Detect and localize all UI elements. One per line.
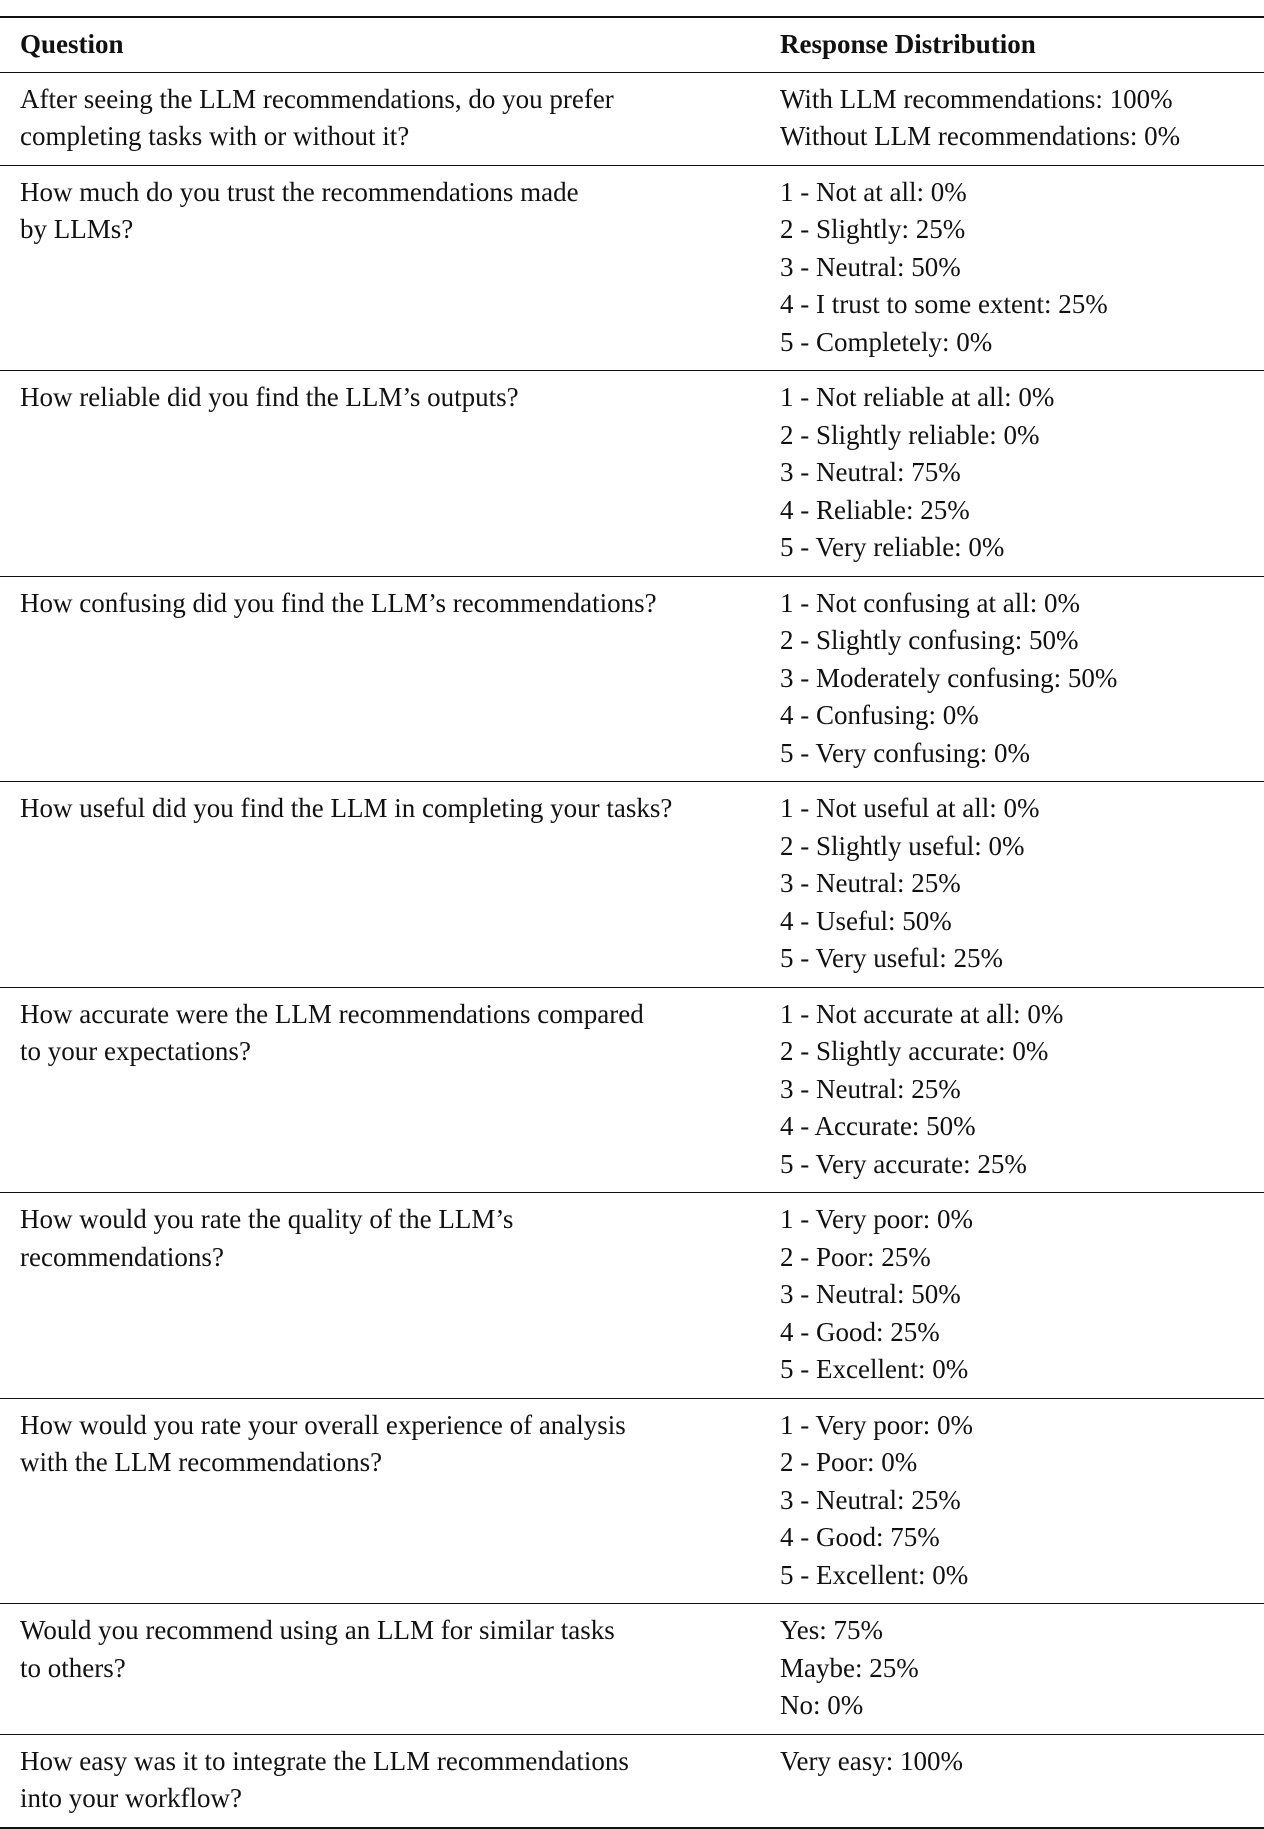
- question-text: How would you rate your overall experience of analysis: [20, 1409, 626, 1440]
- response-cell: [780, 371, 1264, 577]
- table-body: [0, 72, 1264, 1828]
- question-text: completing tasks with or without it?: [20, 121, 410, 151]
- response-cell: [780, 1398, 1264, 1604]
- table-row: [0, 782, 1264, 988]
- response-cell: [780, 576, 1264, 782]
- question-text: How confusing did you find the LLM’s recommendations?: [20, 587, 657, 618]
- response-item: 2 - Slightly confusing: 50%: [780, 625, 1079, 655]
- response-item: 1 - Very poor: 0%: [780, 1204, 973, 1234]
- question-text: by LLMs?: [20, 214, 134, 244]
- question-text: to your expectations?: [20, 1036, 251, 1066]
- response-item: 3 - Neutral: 25%: [780, 1484, 961, 1515]
- table-row: [0, 371, 1264, 577]
- table-row: [0, 576, 1264, 782]
- question-text: How useful did you find the LLM in completing your tasks?: [20, 793, 673, 823]
- question-text: Would you recommend using an LLM for similar tasks: [20, 1615, 615, 1645]
- header-response-distribution: Response Distribution: [780, 29, 1036, 59]
- response-item: Without LLM recommendations: 0%: [780, 121, 1181, 151]
- table-row: [0, 987, 1264, 1193]
- response-item: 1 - Not confusing at all: 0%: [780, 587, 1080, 618]
- response-item: 2 - Slightly accurate: 0%: [780, 1036, 1049, 1066]
- response-item: 4 - I trust to some extent: 25%: [780, 289, 1108, 319]
- table-header-row: [0, 17, 1264, 72]
- response-item: 5 - Very reliable: 0%: [780, 532, 1005, 562]
- response-cell: [780, 1604, 1264, 1735]
- response-item: 5 - Very confusing: 0%: [780, 737, 1030, 768]
- response-item: Yes: 75%: [780, 1615, 884, 1645]
- question-cell: [0, 72, 780, 165]
- response-item: 3 - Neutral: 50%: [780, 1279, 961, 1309]
- table-row: [0, 165, 1264, 371]
- table-row: [0, 1398, 1264, 1604]
- response-item: 2 - Slightly useful: 0%: [780, 830, 1025, 861]
- survey-results-table: [0, 16, 1264, 1829]
- response-item: 2 - Slightly reliable: 0%: [780, 419, 1040, 450]
- response-cell: [780, 72, 1264, 165]
- question-cell: [0, 987, 780, 1193]
- question-text: How would you rate the quality of the LLM’s: [20, 1204, 514, 1234]
- response-cell: [780, 987, 1264, 1193]
- question-text: How accurate were the LLM recommendations compared: [20, 998, 644, 1029]
- response-cell: [780, 1734, 1264, 1828]
- question-text: How easy was it to integrate the LLM recommendations: [20, 1745, 629, 1776]
- response-item: 2 - Poor: 25%: [780, 1241, 931, 1272]
- response-cell: [780, 165, 1264, 371]
- response-item: 5 - Very accurate: 25%: [780, 1148, 1027, 1179]
- question-text: with the LLM recommendations?: [20, 1447, 383, 1477]
- question-text: How much do you trust the recommendations made: [20, 176, 579, 207]
- response-item: Very easy: 100%: [780, 1745, 963, 1776]
- response-item: 2 - Poor: 0%: [780, 1447, 918, 1477]
- question-cell: [0, 1193, 780, 1399]
- response-item: 3 - Neutral: 75%: [780, 457, 961, 487]
- response-item: 4 - Good: 25%: [780, 1316, 940, 1347]
- header-question: Question: [20, 29, 124, 59]
- response-item: 5 - Very useful: 25%: [780, 943, 1003, 973]
- question-cell: [0, 1398, 780, 1604]
- table-row: [0, 1604, 1264, 1735]
- table-row: [0, 72, 1264, 165]
- question-text: to others?: [20, 1652, 126, 1683]
- response-item: 4 - Accurate: 50%: [780, 1111, 976, 1141]
- response-item: 2 - Slightly: 25%: [780, 214, 966, 244]
- question-cell: [0, 782, 780, 988]
- question-text: After seeing the LLM recommendations, do you prefer: [20, 83, 614, 114]
- response-item: 1 - Not accurate at all: 0%: [780, 998, 1064, 1029]
- response-item: 5 - Completely: 0%: [780, 326, 993, 357]
- question-cell: [0, 371, 780, 577]
- response-item: 1 - Not useful at all: 0%: [780, 793, 1040, 823]
- table-row: [0, 1193, 1264, 1399]
- question-text: How reliable did you find the LLM’s outputs?: [20, 382, 519, 412]
- response-item: 5 - Excellent: 0%: [780, 1559, 969, 1590]
- response-item: With LLM recommendations: 100%: [780, 83, 1173, 114]
- response-item: 3 - Neutral: 50%: [780, 251, 961, 282]
- response-item: 3 - Neutral: 25%: [780, 1073, 961, 1104]
- response-item: 1 - Not reliable at all: 0%: [780, 382, 1055, 412]
- response-item: 4 - Good: 75%: [780, 1522, 940, 1552]
- response-item: 5 - Excellent: 0%: [780, 1354, 969, 1384]
- response-item: 3 - Moderately confusing: 50%: [780, 662, 1118, 693]
- table-row: [0, 1734, 1264, 1828]
- response-item: 4 - Useful: 50%: [780, 905, 952, 936]
- response-item: 1 - Not at all: 0%: [780, 176, 967, 207]
- response-item: 4 - Confusing: 0%: [780, 700, 979, 730]
- response-cell: [780, 782, 1264, 988]
- response-item: Maybe: 25%: [780, 1652, 919, 1683]
- response-item: 3 - Neutral: 25%: [780, 868, 961, 898]
- question-text: into your workflow?: [20, 1783, 242, 1813]
- question-cell: [0, 165, 780, 371]
- response-cell: [780, 1193, 1264, 1399]
- response-item: No: 0%: [780, 1690, 864, 1720]
- question-cell: [0, 576, 780, 782]
- question-text: recommendations?: [20, 1241, 224, 1272]
- response-item: 4 - Reliable: 25%: [780, 494, 970, 525]
- response-item: 1 - Very poor: 0%: [780, 1409, 973, 1440]
- question-cell: [0, 1734, 780, 1828]
- question-cell: [0, 1604, 780, 1735]
